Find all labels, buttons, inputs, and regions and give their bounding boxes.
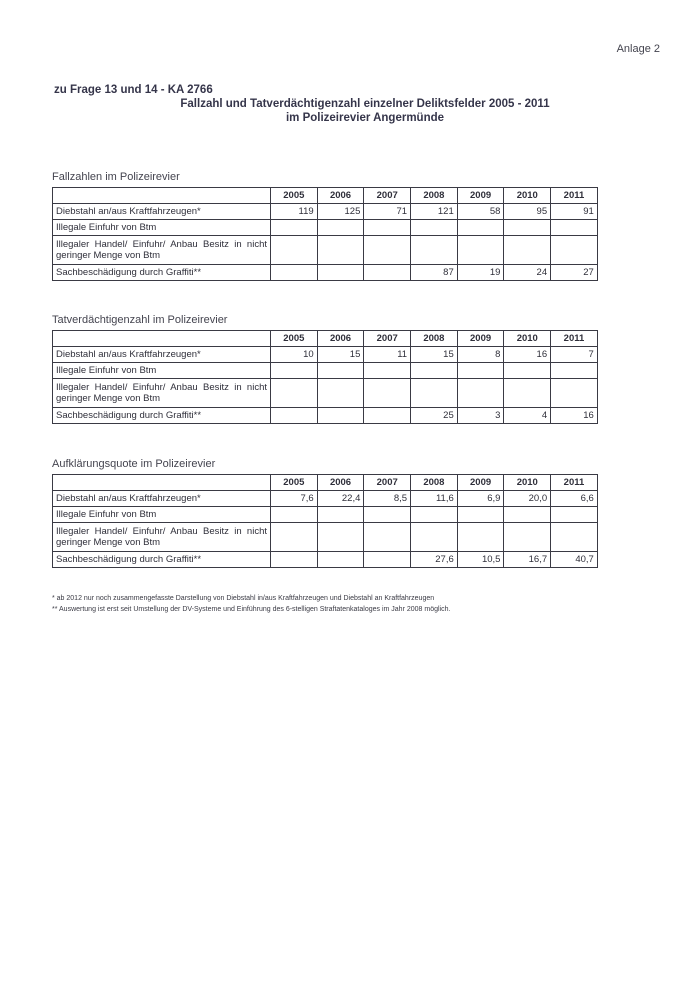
value-cell — [364, 507, 411, 523]
value-cell: 20,0 — [504, 491, 551, 507]
value-cell: 4 — [504, 408, 551, 424]
year-header: 2011 — [551, 188, 598, 204]
year-header: 2008 — [411, 331, 458, 347]
value-cell — [317, 363, 364, 379]
value-cell — [504, 379, 551, 408]
value-cell — [504, 363, 551, 379]
table-row — [53, 523, 598, 552]
table-row — [53, 363, 598, 379]
year-header: 2010 — [504, 331, 551, 347]
value-cell — [317, 379, 364, 408]
row-label: Illegale Einfuhr von Btm — [53, 363, 271, 379]
value-cell — [551, 236, 598, 265]
header-blank-cell — [53, 475, 271, 491]
value-cell: 58 — [457, 204, 504, 220]
header-blank-cell — [53, 331, 271, 347]
value-cell — [317, 552, 364, 568]
value-cell — [271, 236, 318, 265]
table-header-row — [53, 475, 598, 491]
year-header: 2005 — [271, 188, 318, 204]
table-row — [53, 552, 598, 568]
value-cell — [364, 220, 411, 236]
value-cell — [364, 523, 411, 552]
table-row — [53, 347, 598, 363]
year-header: 2010 — [504, 475, 551, 491]
year-header: 2011 — [551, 475, 598, 491]
header-blank-cell — [53, 188, 271, 204]
value-cell: 16 — [504, 347, 551, 363]
year-header: 2011 — [551, 331, 598, 347]
section-case-numbers — [52, 171, 597, 281]
table-case-numbers — [52, 187, 598, 281]
value-cell — [317, 265, 364, 281]
year-header: 2006 — [317, 475, 364, 491]
year-header: 2008 — [411, 188, 458, 204]
value-cell: 11,6 — [411, 491, 458, 507]
year-header: 2009 — [457, 188, 504, 204]
value-cell: 71 — [364, 204, 411, 220]
section-suspect-numbers — [52, 314, 597, 424]
value-cell — [317, 236, 364, 265]
value-cell: 24 — [504, 265, 551, 281]
value-cell — [457, 523, 504, 552]
value-cell — [364, 408, 411, 424]
value-cell — [271, 379, 318, 408]
year-header: 2007 — [364, 475, 411, 491]
value-cell: 8,5 — [364, 491, 411, 507]
value-cell — [411, 363, 458, 379]
year-header: 2005 — [271, 475, 318, 491]
document-title-line-2: im Polizeirevier Angermünde — [285, 112, 445, 124]
year-header: 2010 — [504, 188, 551, 204]
value-cell — [317, 220, 364, 236]
table-row — [53, 220, 598, 236]
value-cell — [551, 220, 598, 236]
value-cell — [551, 379, 598, 408]
value-cell — [504, 507, 551, 523]
year-header: 2006 — [317, 331, 364, 347]
year-header: 2009 — [457, 475, 504, 491]
value-cell — [551, 523, 598, 552]
value-cell — [271, 265, 318, 281]
document-heading — [40, 84, 660, 124]
year-header: 2009 — [457, 331, 504, 347]
value-cell — [457, 220, 504, 236]
value-cell: 19 — [457, 265, 504, 281]
value-cell: 119 — [271, 204, 318, 220]
value-cell — [271, 523, 318, 552]
value-cell: 11 — [364, 347, 411, 363]
footnote-2: ** Auswertung ist erst seit Umstellung der DV-Systeme und Einführung des 6-stelligen Straftatenkataloges im Jahr 2008 möglich. — [52, 606, 451, 613]
table-row — [53, 379, 598, 408]
section-title: Fallzahlen im Polizeirevier — [52, 171, 180, 183]
value-cell — [457, 379, 504, 408]
row-label: Sachbeschädigung durch Graffiti** — [53, 265, 271, 281]
value-cell — [551, 507, 598, 523]
year-header: 2007 — [364, 331, 411, 347]
value-cell: 6,9 — [457, 491, 504, 507]
question-reference: zu Frage 13 und 14 - KA 2766 — [54, 84, 213, 96]
value-cell — [411, 523, 458, 552]
value-cell: 40,7 — [551, 552, 598, 568]
value-cell — [271, 363, 318, 379]
table-row — [53, 507, 598, 523]
value-cell: 16 — [551, 408, 598, 424]
table-row — [53, 236, 598, 265]
table-clearance-rate — [52, 474, 598, 568]
value-cell — [317, 507, 364, 523]
value-cell — [364, 552, 411, 568]
row-label: Illegale Einfuhr von Btm — [53, 220, 271, 236]
table-suspect-numbers — [52, 330, 598, 424]
row-label: Diebstahl an/aus Kraftfahrzeugen* — [53, 204, 271, 220]
value-cell — [364, 379, 411, 408]
value-cell — [271, 552, 318, 568]
year-header: 2006 — [317, 188, 364, 204]
value-cell: 87 — [411, 265, 458, 281]
table-row — [53, 408, 598, 424]
year-header: 2008 — [411, 475, 458, 491]
row-label: Diebstahl an/aus Kraftfahrzeugen* — [53, 347, 271, 363]
value-cell: 10,5 — [457, 552, 504, 568]
value-cell — [457, 507, 504, 523]
footnote-1: * ab 2012 nur noch zusammengefasste Darstellung von Diebstahl in/aus Kraftfahrzeugen und Diebstahl an Kraftfahrzeugen — [52, 595, 435, 602]
value-cell: 22,4 — [317, 491, 364, 507]
table-header-row — [53, 188, 598, 204]
value-cell — [271, 220, 318, 236]
value-cell — [364, 363, 411, 379]
section-title: Tatverdächtigenzahl im Polizeirevier — [52, 314, 228, 326]
value-cell — [271, 408, 318, 424]
value-cell: 7,6 — [271, 491, 318, 507]
value-cell — [504, 220, 551, 236]
value-cell: 125 — [317, 204, 364, 220]
value-cell: 8 — [457, 347, 504, 363]
value-cell — [317, 523, 364, 552]
value-cell — [317, 408, 364, 424]
row-label: Diebstahl an/aus Kraftfahrzeugen* — [53, 491, 271, 507]
value-cell — [411, 220, 458, 236]
value-cell — [411, 236, 458, 265]
value-cell: 15 — [411, 347, 458, 363]
value-cell — [457, 363, 504, 379]
table-header-row — [53, 331, 598, 347]
value-cell: 121 — [411, 204, 458, 220]
table-row — [53, 491, 598, 507]
year-header: 2005 — [271, 331, 318, 347]
value-cell — [504, 236, 551, 265]
section-title: Aufklärungsquote im Polizeirevier — [52, 458, 216, 470]
value-cell: 27,6 — [411, 552, 458, 568]
row-label: Sachbeschädigung durch Graffiti** — [53, 552, 271, 568]
value-cell — [271, 507, 318, 523]
table-row — [53, 265, 598, 281]
annex-label: Anlage 2 — [616, 43, 660, 55]
year-header: 2007 — [364, 188, 411, 204]
value-cell — [364, 236, 411, 265]
value-cell: 95 — [504, 204, 551, 220]
value-cell: 91 — [551, 204, 598, 220]
value-cell — [504, 523, 551, 552]
row-label: Sachbeschädigung durch Graffiti** — [53, 408, 271, 424]
footnotes — [52, 593, 652, 615]
value-cell: 15 — [317, 347, 364, 363]
value-cell — [364, 265, 411, 281]
value-cell: 6,6 — [551, 491, 598, 507]
table-row — [53, 204, 598, 220]
document-title-line-1: Fallzahl und Tatverdächtigenzahl einzelner Deliktsfelder 2005 - 2011 — [180, 98, 550, 110]
value-cell — [411, 507, 458, 523]
row-label: Illegaler Handel/ Einfuhr/ Anbau Besitz in nicht geringer Menge von Btm — [53, 236, 271, 265]
value-cell: 25 — [411, 408, 458, 424]
value-cell: 16,7 — [504, 552, 551, 568]
value-cell: 10 — [271, 347, 318, 363]
value-cell: 7 — [551, 347, 598, 363]
value-cell: 3 — [457, 408, 504, 424]
value-cell — [551, 363, 598, 379]
value-cell — [411, 379, 458, 408]
section-clearance-rate — [52, 458, 597, 568]
row-label: Illegaler Handel/ Einfuhr/ Anbau Besitz in nicht geringer Menge von Btm — [53, 379, 271, 408]
value-cell — [457, 236, 504, 265]
row-label: Illegaler Handel/ Einfuhr/ Anbau Besitz in nicht geringer Menge von Btm — [53, 523, 271, 552]
value-cell: 27 — [551, 265, 598, 281]
row-label: Illegale Einfuhr von Btm — [53, 507, 271, 523]
